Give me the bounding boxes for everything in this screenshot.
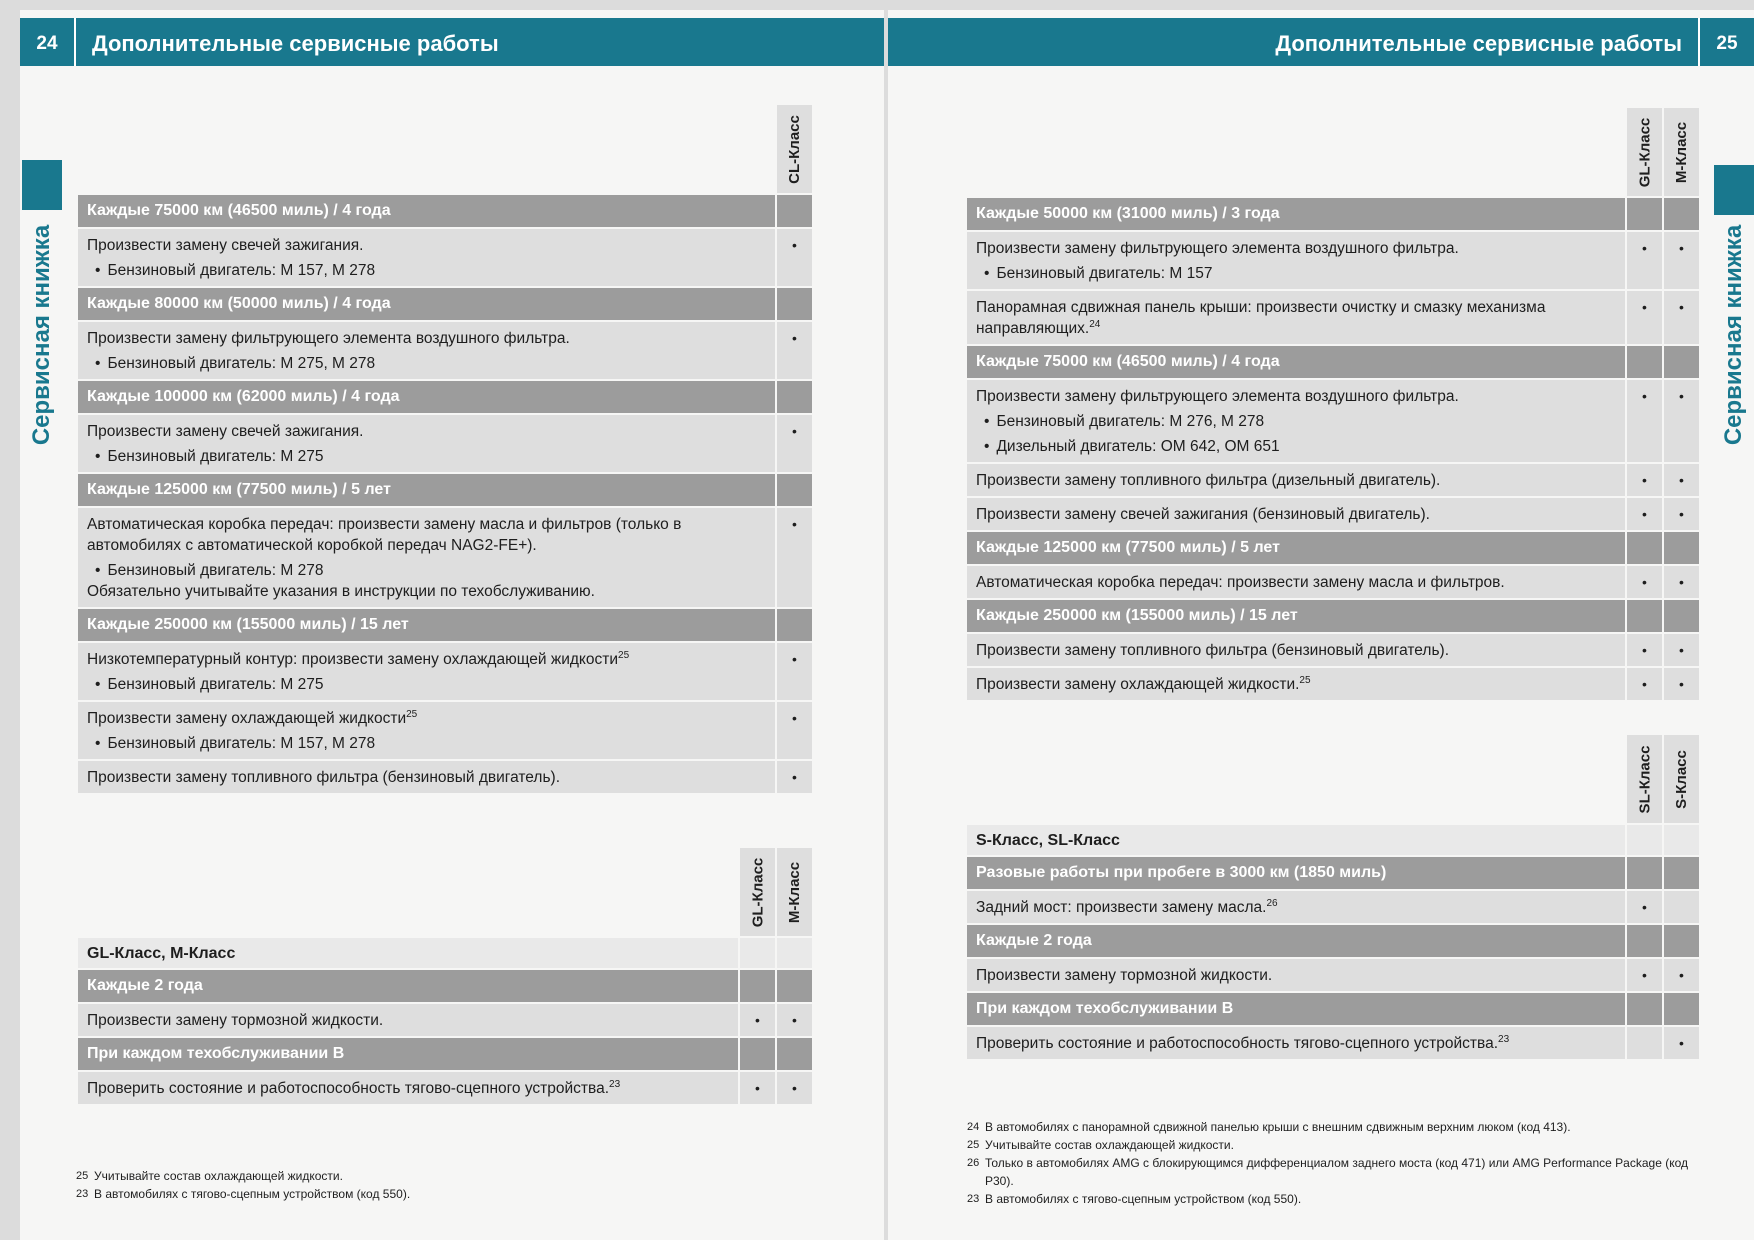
interval-header-row bbox=[967, 855, 1699, 889]
left-page bbox=[20, 10, 884, 1240]
footnote bbox=[76, 1185, 836, 1203]
interval-header-row bbox=[78, 379, 812, 413]
right-page bbox=[888, 10, 1754, 1240]
row-description bbox=[78, 322, 775, 379]
task-text-body: Каждые 125000 км (77500 миль) / 5 лет bbox=[976, 539, 1280, 556]
mark-cell: • bbox=[1662, 1027, 1699, 1059]
footnote-number: 23 bbox=[967, 1193, 980, 1205]
mark-cell bbox=[1625, 532, 1662, 564]
row-description bbox=[967, 532, 1625, 564]
column-headers bbox=[78, 105, 812, 193]
footnote-number: 25 bbox=[76, 1170, 89, 1182]
mark-cell bbox=[738, 1038, 775, 1070]
mark-cell bbox=[775, 195, 812, 227]
mark-cell bbox=[775, 1038, 812, 1070]
page-number: 24 bbox=[20, 18, 76, 66]
interval-header-row bbox=[78, 1036, 812, 1070]
task-text-body: Автоматическая коробка передач: произвести замену масла и фильтров. bbox=[976, 574, 1505, 591]
mark-cell bbox=[1662, 532, 1699, 564]
task-text-body: Каждые 75000 км (46500 миль) / 4 года bbox=[87, 202, 391, 219]
row-description bbox=[967, 825, 1625, 855]
mark-cell bbox=[1625, 346, 1662, 378]
table-row bbox=[967, 564, 1699, 598]
footnote-ref: 23 bbox=[1498, 1033, 1510, 1045]
table-row bbox=[78, 641, 812, 700]
row-description bbox=[78, 938, 738, 968]
table-row bbox=[78, 1002, 812, 1036]
engine-bullet: • Бензиновый двигатель: М 278 bbox=[87, 560, 765, 581]
column-headers bbox=[967, 735, 1699, 823]
mark-cell bbox=[1625, 1027, 1662, 1059]
footnote-number: 24 bbox=[967, 1121, 980, 1133]
column-header-label: SL-Класс bbox=[1636, 745, 1653, 813]
footnote-text: В автомобилях с тягово-сцепным устройством (код 550). bbox=[985, 1192, 1302, 1206]
engine-bullet: • Бензиновый двигатель: М 276, М 278 bbox=[976, 411, 1615, 432]
task-text bbox=[87, 649, 765, 670]
mark-cell bbox=[1662, 346, 1699, 378]
mark-cell bbox=[1662, 600, 1699, 632]
task-text bbox=[976, 600, 1625, 632]
interval-header-row bbox=[967, 530, 1699, 564]
footnote-text: Учитывайте состав охлаждающей жидкости. bbox=[985, 1138, 1234, 1152]
row-description bbox=[78, 1004, 738, 1036]
task-text bbox=[87, 938, 738, 970]
engine-bullet: • Бензиновый двигатель: М 157, М 278 bbox=[87, 733, 765, 754]
row-description bbox=[78, 609, 775, 641]
table-row bbox=[967, 632, 1699, 666]
row-description bbox=[967, 634, 1625, 666]
task-text-body: Каждые 250000 км (155000 миль) / 15 лет bbox=[87, 616, 409, 633]
page-number: 25 bbox=[1698, 18, 1754, 66]
task-text bbox=[976, 532, 1625, 564]
mark-cell bbox=[775, 938, 812, 968]
page-title: Дополнительные сервисные работы bbox=[1275, 31, 1682, 56]
mark-cell: • bbox=[775, 1004, 812, 1036]
task-text-body: Каждые 75000 км (46500 миль) / 4 года bbox=[976, 353, 1280, 370]
mark-cell: • bbox=[1625, 498, 1662, 530]
table-row bbox=[78, 320, 812, 379]
row-description bbox=[78, 761, 775, 793]
task-text bbox=[976, 640, 1615, 661]
row-description bbox=[78, 415, 775, 472]
mark-cell: • bbox=[1625, 232, 1662, 289]
task-text-body: Задний мост: произвести замену масла. bbox=[976, 899, 1267, 916]
table-row bbox=[967, 1025, 1699, 1059]
task-text-body: Каждые 50000 км (31000 миль) / 3 года bbox=[976, 205, 1280, 222]
mark-cell: • bbox=[1625, 634, 1662, 666]
engine-bullet: • Дизельный двигатель: ОМ 642, ОМ 651 bbox=[976, 436, 1615, 457]
task-text-body: Произвести замену тормозной жидкости. bbox=[87, 1012, 384, 1029]
row-description bbox=[78, 970, 738, 1002]
task-text-body: Каждые 2 года bbox=[976, 932, 1092, 949]
section-title-row bbox=[967, 823, 1699, 855]
row-description bbox=[78, 474, 775, 506]
interval-header-row bbox=[967, 196, 1699, 230]
column-header bbox=[1662, 735, 1699, 823]
task-text-body: Произвести замену топливного фильтра (дизельный двигатель). bbox=[976, 472, 1441, 489]
task-text-body: Низкотемпературный контур: произвести замену охлаждающей жидкости bbox=[87, 651, 619, 668]
task-text bbox=[87, 1038, 738, 1070]
table-row bbox=[967, 230, 1699, 289]
table-row bbox=[78, 700, 812, 759]
mark-cell bbox=[1625, 600, 1662, 632]
task-text-body: Каждые 80000 км (50000 миль) / 4 года bbox=[87, 295, 391, 312]
task-text bbox=[976, 965, 1615, 986]
row-description bbox=[78, 1038, 738, 1070]
mark-cell bbox=[1625, 857, 1662, 889]
column-header-label: GL-Класс bbox=[1636, 117, 1654, 187]
mark-cell bbox=[738, 970, 775, 1002]
footnote bbox=[967, 1118, 1707, 1136]
row-description bbox=[967, 380, 1625, 462]
column-header-label: CL-Класс bbox=[786, 114, 804, 184]
table-row bbox=[967, 462, 1699, 496]
mark-cell: • bbox=[1662, 232, 1699, 289]
row-description bbox=[967, 232, 1625, 289]
task-text-body: Панорамная сдвижная панель крыши: произвести очистку и смазку механизма направляющих. bbox=[976, 299, 1546, 337]
mark-cell: • bbox=[775, 643, 812, 700]
row-description bbox=[78, 508, 775, 607]
mark-cell bbox=[775, 609, 812, 641]
task-text-body: Произвести замену фильтрующего элемента воздушного фильтра. bbox=[976, 388, 1459, 405]
task-text bbox=[87, 235, 765, 256]
task-text-body: Каждые 125000 км (77500 миль) / 5 лет bbox=[87, 481, 391, 498]
column-headers bbox=[967, 108, 1699, 196]
task-text bbox=[87, 328, 765, 349]
task-text-body: Каждые 2 года bbox=[87, 977, 203, 994]
side-label: Сервисная книжка bbox=[1720, 224, 1748, 446]
interval-header-row bbox=[967, 598, 1699, 632]
footnote-text: Только в автомобилях AMG с блокирующимся дифференциалом заднего моста (код 471) или AMG Performance Package (код P30). bbox=[985, 1156, 1688, 1188]
task-text bbox=[976, 925, 1625, 957]
task-text-body: Произвести замену охлаждающей жидкости. bbox=[976, 676, 1300, 693]
task-text bbox=[87, 970, 738, 1002]
mark-cell bbox=[1625, 925, 1662, 957]
page-header bbox=[20, 18, 884, 66]
section-title-row bbox=[78, 936, 812, 968]
footnotes bbox=[76, 1167, 836, 1203]
maintenance-table-s-sl bbox=[967, 735, 1699, 1059]
task-text bbox=[976, 825, 1625, 857]
task-text bbox=[976, 346, 1625, 378]
task-text-body: Произвести замену тормозной жидкости. bbox=[976, 967, 1273, 984]
mark-cell bbox=[1625, 993, 1662, 1025]
mark-cell: • bbox=[775, 322, 812, 379]
mark-cell: • bbox=[1662, 668, 1699, 700]
mark-cell: • bbox=[1662, 959, 1699, 991]
mark-cell: • bbox=[1625, 668, 1662, 700]
column-header-label: GL-Класс bbox=[749, 857, 767, 927]
task-text bbox=[976, 238, 1615, 259]
task-text bbox=[87, 288, 775, 320]
row-description bbox=[967, 198, 1625, 230]
task-text bbox=[976, 297, 1615, 339]
footnote-number: 26 bbox=[967, 1157, 980, 1169]
footnote bbox=[967, 1154, 1707, 1190]
mark-cell bbox=[775, 288, 812, 320]
task-text bbox=[976, 1033, 1615, 1054]
interval-header-row bbox=[78, 472, 812, 506]
mark-cell bbox=[1625, 198, 1662, 230]
mark-cell bbox=[1662, 925, 1699, 957]
task-text bbox=[976, 993, 1625, 1025]
task-text-body: При каждом техобслуживании B bbox=[976, 1000, 1234, 1017]
row-description bbox=[78, 229, 775, 286]
row-description bbox=[78, 288, 775, 320]
task-text bbox=[87, 708, 765, 729]
task-text bbox=[87, 767, 765, 788]
footnote-number: 23 bbox=[76, 1188, 89, 1200]
interval-header-row bbox=[78, 607, 812, 641]
mark-cell bbox=[738, 938, 775, 968]
engine-bullet: • Бензиновый двигатель: М 275 bbox=[87, 674, 765, 695]
mark-cell: • bbox=[1625, 291, 1662, 344]
task-text-body: Разовые работы при пробеге в 3000 км (1850 миль) bbox=[976, 864, 1387, 881]
task-text-body: Произвести замену свечей зажигания. bbox=[87, 237, 364, 254]
engine-bullet: • Бензиновый двигатель: М 157 bbox=[976, 263, 1615, 284]
mark-cell bbox=[775, 970, 812, 1002]
row-description bbox=[967, 464, 1625, 496]
page-header bbox=[888, 18, 1754, 66]
task-text bbox=[976, 674, 1615, 695]
row-description bbox=[967, 346, 1625, 378]
mark-cell: • bbox=[1662, 634, 1699, 666]
footnote-text: Учитывайте состав охлаждающей жидкости. bbox=[94, 1169, 343, 1183]
row-description bbox=[78, 1072, 738, 1104]
mark-cell: • bbox=[1662, 380, 1699, 462]
task-text-body: Проверить состояние и работоспособность тягово-сцепного устройства. bbox=[87, 1080, 610, 1097]
task-text bbox=[976, 198, 1625, 230]
table-row bbox=[967, 289, 1699, 344]
row-description bbox=[967, 1027, 1625, 1059]
mark-cell bbox=[1662, 825, 1699, 855]
side-tab-marker bbox=[1714, 165, 1754, 215]
task-text bbox=[976, 470, 1615, 491]
mark-cell: • bbox=[1625, 959, 1662, 991]
column-header-label: S-Класс bbox=[1673, 749, 1690, 809]
task-text bbox=[87, 514, 765, 556]
task-text bbox=[87, 1078, 728, 1099]
row-description bbox=[78, 195, 775, 227]
mark-cell: • bbox=[1662, 566, 1699, 598]
interval-header-row bbox=[78, 968, 812, 1002]
task-text-body: Произвести замену фильтрующего элемента воздушного фильтра. bbox=[87, 330, 570, 347]
footnote bbox=[967, 1190, 1707, 1208]
task-text bbox=[87, 474, 775, 506]
row-description bbox=[78, 381, 775, 413]
task-text bbox=[976, 857, 1625, 889]
table-row bbox=[967, 496, 1699, 530]
footnote-ref: 25 bbox=[618, 649, 630, 661]
footnote-ref: 23 bbox=[609, 1078, 621, 1090]
mark-cell bbox=[1662, 891, 1699, 923]
column-headers bbox=[78, 848, 812, 936]
task-text-body: S-Класс, SL-Класс bbox=[976, 832, 1120, 849]
task-text bbox=[87, 421, 765, 442]
footnote-ref: 25 bbox=[1299, 674, 1311, 686]
row-description bbox=[967, 959, 1625, 991]
engine-bullet: • Бензиновый двигатель: М 157, М 278 bbox=[87, 260, 765, 281]
table-row bbox=[967, 378, 1699, 462]
task-text-body: Произвести замену охлаждающей жидкости bbox=[87, 710, 407, 727]
task-text-body: Произвести замену фильтрующего элемента воздушного фильтра. bbox=[976, 240, 1459, 257]
maintenance-table-gl-m bbox=[967, 108, 1699, 700]
task-text bbox=[87, 381, 775, 413]
mark-cell: • bbox=[1625, 380, 1662, 462]
mark-cell: • bbox=[775, 702, 812, 759]
row-description bbox=[78, 643, 775, 700]
task-text-body: Произвести замену свечей зажигания. bbox=[87, 423, 364, 440]
interval-header-row bbox=[78, 193, 812, 227]
mark-cell: • bbox=[1625, 566, 1662, 598]
mark-cell: • bbox=[1662, 464, 1699, 496]
mark-cell bbox=[1662, 198, 1699, 230]
task-text-body: GL-Класс, M-Класс bbox=[87, 945, 236, 962]
row-description bbox=[967, 857, 1625, 889]
footnote bbox=[967, 1136, 1707, 1154]
mark-cell bbox=[1625, 825, 1662, 855]
footnote-text: В автомобилях с панорамной сдвижной панелью крыши с внешним сдвижным верхним люком (код 413). bbox=[985, 1120, 1571, 1134]
note-text: Обязательно учитывайте указания в инструкции по техобслуживанию. bbox=[87, 583, 595, 600]
interval-header-row bbox=[967, 923, 1699, 957]
task-text-body: Произвести замену топливного фильтра (бензиновый двигатель). bbox=[976, 642, 1449, 659]
column-header bbox=[1662, 108, 1699, 196]
column-header-label: M-Класс bbox=[786, 861, 804, 923]
task-text bbox=[87, 1010, 728, 1031]
mark-cell bbox=[775, 474, 812, 506]
mark-cell: • bbox=[738, 1004, 775, 1036]
task-text bbox=[87, 609, 775, 641]
column-header-label: M-Класс bbox=[1673, 121, 1691, 183]
table-row bbox=[967, 666, 1699, 700]
column-header bbox=[1625, 735, 1662, 823]
column-header bbox=[1625, 108, 1662, 196]
interval-header-row bbox=[78, 286, 812, 320]
row-description bbox=[967, 566, 1625, 598]
mark-cell: • bbox=[775, 415, 812, 472]
task-text-body: Автоматическая коробка передач: произвести замену масла и фильтров (только в автомобилях с автоматической коробкой передач NAG2-FE+). bbox=[87, 516, 682, 554]
mark-cell bbox=[775, 381, 812, 413]
footnote-ref: 24 bbox=[1089, 318, 1101, 330]
column-header bbox=[775, 105, 812, 193]
footnote-number: 25 bbox=[967, 1139, 980, 1151]
row-description bbox=[967, 668, 1625, 700]
task-text bbox=[976, 386, 1615, 407]
column-header bbox=[775, 848, 812, 936]
mark-cell bbox=[1662, 857, 1699, 889]
maintenance-table-gl-m bbox=[78, 848, 812, 1104]
task-text-body: Произвести замену свечей зажигания (бензиновый двигатель). bbox=[976, 506, 1430, 523]
task-text bbox=[976, 504, 1615, 525]
row-description bbox=[967, 993, 1625, 1025]
table-row bbox=[967, 889, 1699, 923]
task-text bbox=[87, 195, 775, 227]
mark-cell: • bbox=[775, 1072, 812, 1104]
task-text bbox=[976, 572, 1615, 593]
row-description bbox=[967, 925, 1625, 957]
footnote bbox=[76, 1167, 836, 1185]
table-row bbox=[78, 506, 812, 607]
footnote-text: В автомобилях с тягово-сцепным устройством (код 550). bbox=[94, 1187, 411, 1201]
mark-cell: • bbox=[1625, 891, 1662, 923]
page-title: Дополнительные сервисные работы bbox=[92, 31, 499, 56]
table-row bbox=[78, 227, 812, 286]
mark-cell: • bbox=[1662, 498, 1699, 530]
engine-bullet: • Бензиновый двигатель: М 275 bbox=[87, 446, 765, 467]
row-description bbox=[967, 291, 1625, 344]
row-description bbox=[967, 600, 1625, 632]
table-row bbox=[967, 957, 1699, 991]
mark-cell: • bbox=[738, 1072, 775, 1104]
row-description bbox=[78, 702, 775, 759]
mark-cell: • bbox=[1625, 464, 1662, 496]
row-description bbox=[967, 498, 1625, 530]
task-text-body: Проверить состояние и работоспособность тягово-сцепного устройства. bbox=[976, 1035, 1499, 1052]
footnotes bbox=[967, 1118, 1707, 1208]
mark-cell: • bbox=[775, 508, 812, 607]
task-text bbox=[976, 897, 1615, 918]
side-label: Сервисная книжка bbox=[28, 224, 56, 446]
engine-bullet: • Бензиновый двигатель: М 275, М 278 bbox=[87, 353, 765, 374]
task-text-body: Каждые 250000 км (155000 миль) / 15 лет bbox=[976, 607, 1298, 624]
mark-cell bbox=[1662, 993, 1699, 1025]
mark-cell: • bbox=[775, 229, 812, 286]
table-row bbox=[78, 1070, 812, 1104]
maintenance-table-cl bbox=[78, 105, 812, 793]
column-header bbox=[738, 848, 775, 936]
mark-cell: • bbox=[1662, 291, 1699, 344]
table-row bbox=[78, 413, 812, 472]
mark-cell: • bbox=[775, 761, 812, 793]
table-row bbox=[78, 759, 812, 793]
task-text-body: При каждом техобслуживании B bbox=[87, 1045, 345, 1062]
footnote-ref: 26 bbox=[1266, 897, 1278, 909]
row-description bbox=[967, 891, 1625, 923]
interval-header-row bbox=[967, 991, 1699, 1025]
task-text-body: Каждые 100000 км (62000 миль) / 4 года bbox=[87, 388, 400, 405]
interval-header-row bbox=[967, 344, 1699, 378]
task-text-body: Произвести замену топливного фильтра (бензиновый двигатель). bbox=[87, 769, 560, 786]
footnote-ref: 25 bbox=[406, 708, 418, 720]
side-tab-marker bbox=[22, 160, 62, 210]
